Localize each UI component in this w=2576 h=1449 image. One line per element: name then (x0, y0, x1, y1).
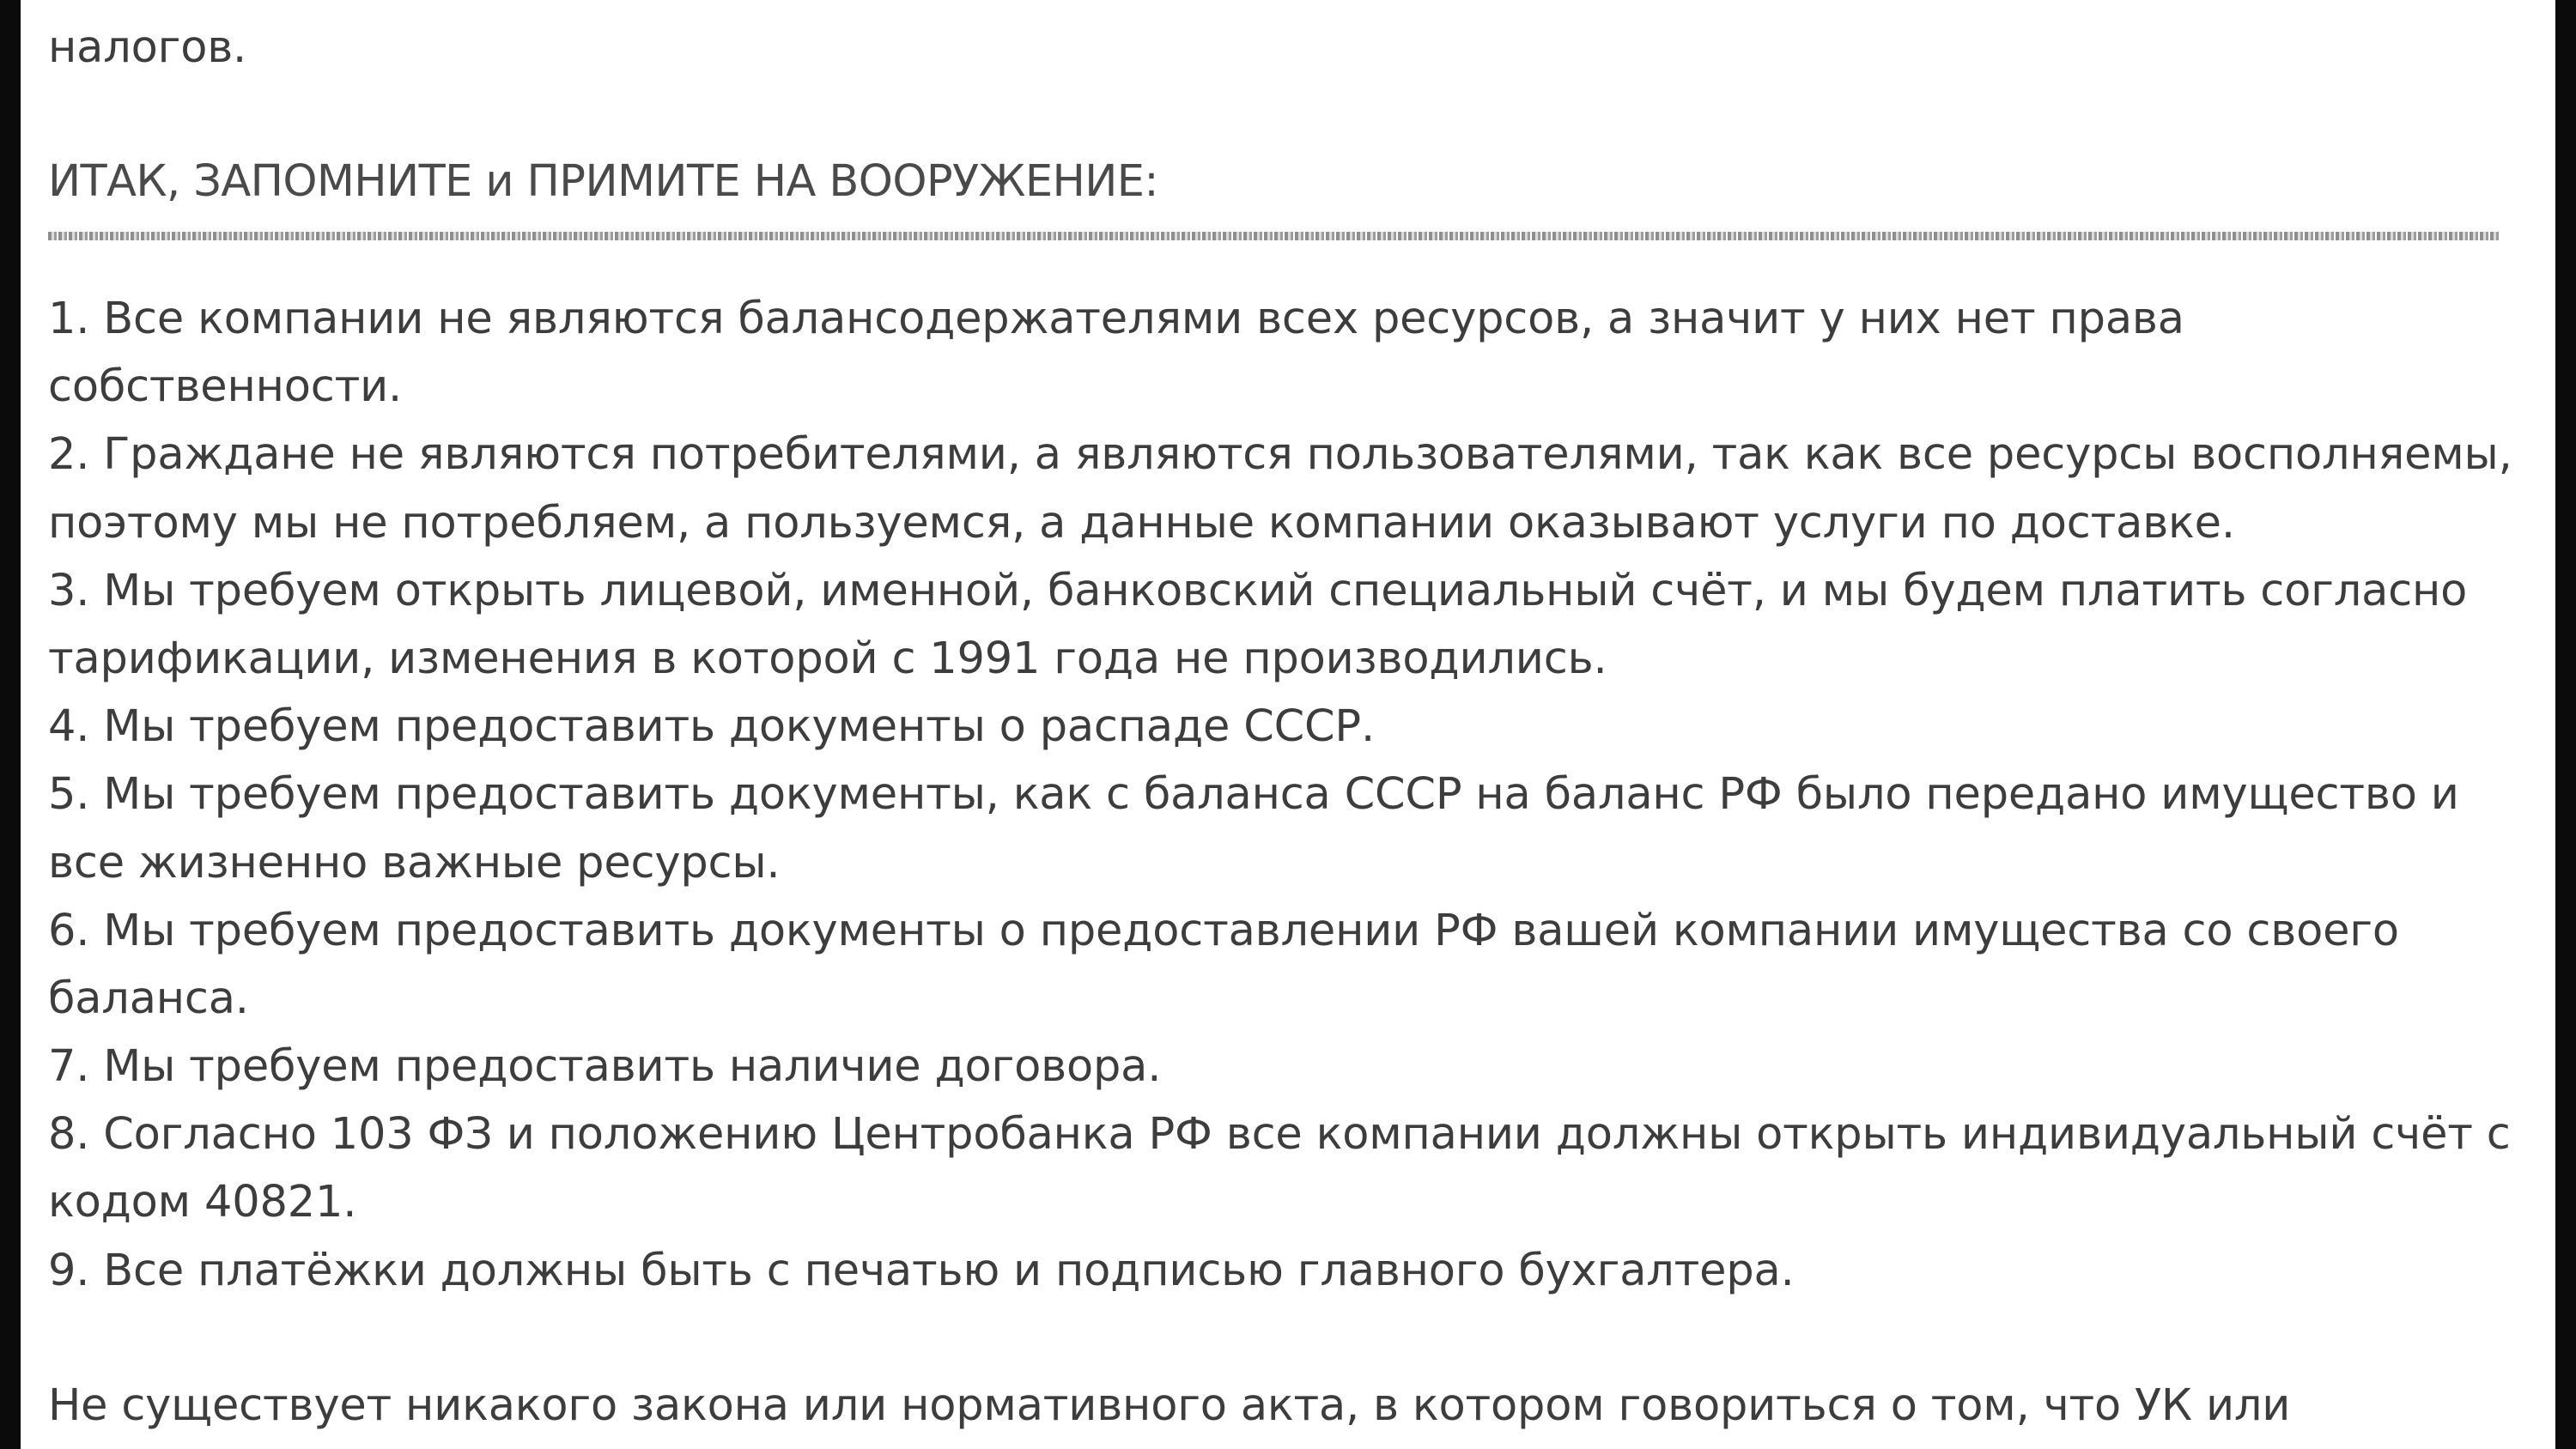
list-item-3-line-1: 3. Мы требуем открыть лицевой, именной, банковский специальный счёт, и мы будем платить согласно (48, 566, 2468, 616)
list-item-4-line-1: 4. Мы требуем предоставить документы о распаде СССР. (48, 701, 1376, 752)
list-item-7-line-1: 7. Мы требуем предоставить наличие договора. (48, 1041, 1162, 1092)
list-item-6-line-1: 6. Мы требуем предоставить документы о предоставлении РФ вашей компании имущества со своего (48, 906, 2399, 956)
section-heading: ИТАК, ЗАПОМНИТЕ и ПРИМИТЕ НА ВООРУЖЕНИЕ: (48, 156, 1158, 207)
list-item-5-line-2: все жизненно важные ресурсы. (48, 838, 781, 888)
list-item-9-line-1: 9. Все платёжки должны быть с печатью и подписью главного бухгалтера. (48, 1246, 1795, 1296)
hash-separator-line (48, 232, 2499, 240)
list-item-8-line-1: 8. Согласно 103 ФЗ и положению Центробанка РФ все компании должны открыть индивидуальный счёт с (48, 1109, 2511, 1160)
top-text-fragment: налогов. (48, 22, 247, 73)
list-item-3-line-2: тарификации, изменения в которой с 1991 года не производились. (48, 634, 1607, 684)
list-item-2-line-2: поэтому мы не потребляем, а пользуемся, а данные компании оказывают услуги по доставке. (48, 498, 2235, 549)
list-item-5-line-1: 5. Мы требуем предоставить документы, как с баланса СССР на баланс РФ было передано имущество и (48, 769, 2459, 820)
document-page (21, 0, 2555, 1449)
closing-text-fragment: Не существует никакого закона или нормативного акта, в котором говориться о том, что УК или (48, 1380, 2291, 1431)
list-item-2-line-1: 2. Граждане не являются потребителями, а являются пользователями, так как все ресурсы восполняемы, (48, 429, 2512, 480)
list-item-6-line-2: баланса. (48, 973, 249, 1024)
list-item-1-line-2: собственности. (48, 361, 403, 412)
list-item-1-line-1: 1. Все компании не являются балансодержателями всех ресурсов, а значит у них нет права (48, 294, 2184, 344)
list-item-8-line-2: кодом 40821. (48, 1177, 357, 1228)
